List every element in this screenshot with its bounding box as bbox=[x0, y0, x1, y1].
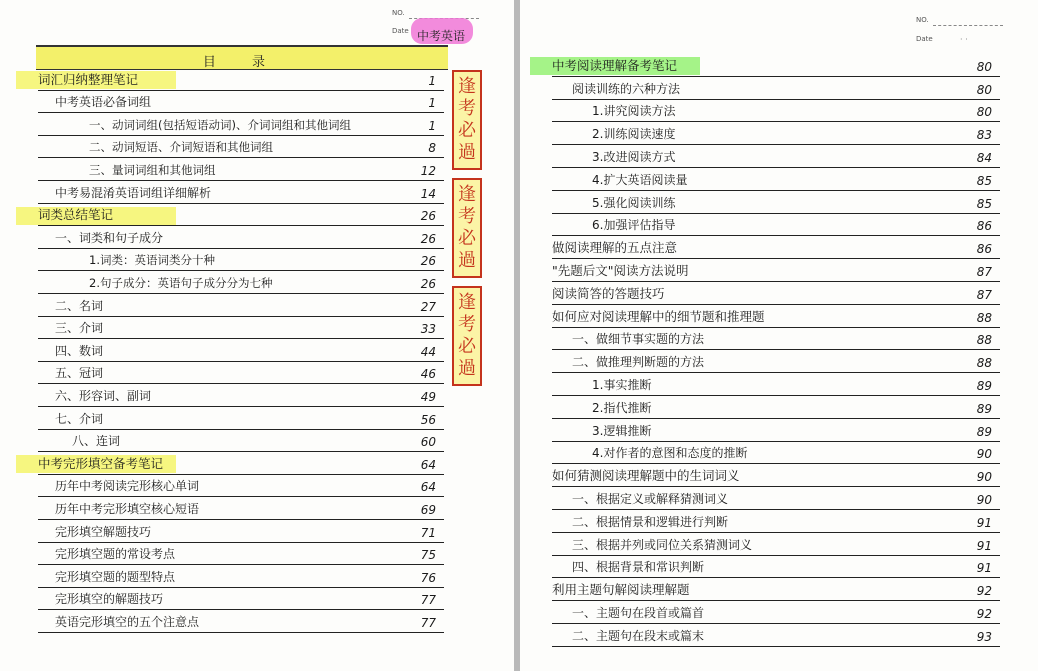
toc-entry bbox=[38, 271, 444, 294]
toc-entry-page: 92 bbox=[976, 606, 992, 621]
toc-entry bbox=[552, 145, 1000, 168]
toc-entry-page: 77 bbox=[420, 593, 436, 608]
toc-entry bbox=[552, 601, 1000, 624]
toc-entry bbox=[552, 214, 1000, 237]
toc-entry-title: 三、量词词组和其他词组 bbox=[89, 162, 216, 177]
toc-entry bbox=[38, 91, 444, 114]
toc-entry bbox=[552, 191, 1000, 214]
toc-entry-page: 64 bbox=[420, 480, 436, 495]
toc-entry bbox=[552, 556, 1000, 579]
toc-entry bbox=[552, 236, 1000, 259]
toc-entry bbox=[552, 533, 1000, 556]
toc-entry-page: 69 bbox=[420, 502, 436, 517]
toc-entry bbox=[38, 113, 444, 136]
toc-entry bbox=[552, 305, 1000, 328]
toc-entry-title: 一、词类和句子成分 bbox=[55, 230, 164, 245]
toc-entry-page: 27 bbox=[420, 299, 436, 314]
toc-entry bbox=[38, 520, 444, 543]
toc-entry-title: 1.事实推断 bbox=[592, 377, 652, 392]
toc-entry-page: 88 bbox=[976, 333, 992, 348]
toc-entry-page: 1 bbox=[428, 118, 436, 133]
toc-entry bbox=[38, 339, 444, 362]
toc-entry-title: 如何猜测阅读理解题中的生词词义 bbox=[552, 468, 740, 484]
toc-entry bbox=[552, 487, 1000, 510]
toc-entry bbox=[552, 442, 1000, 465]
toc-entry-title: 阅读训练的六种方法 bbox=[572, 81, 681, 96]
no-label: NO. bbox=[392, 9, 405, 17]
toc-entry bbox=[552, 419, 1000, 442]
toc-entry-page: 86 bbox=[976, 219, 992, 234]
toc-entry-title: 完形填空解题技巧 bbox=[55, 524, 152, 539]
toc-entry bbox=[552, 100, 1000, 123]
stamp-mark-2: 逢考必過 bbox=[452, 178, 482, 278]
toc-entry bbox=[38, 294, 444, 317]
toc-entry-page: 88 bbox=[976, 310, 992, 325]
toc-entry-title: 七、介词 bbox=[55, 411, 104, 426]
toc-entry bbox=[552, 510, 1000, 533]
toc-entry-page: 87 bbox=[976, 287, 992, 302]
toc-entry-title: 5.强化阅读训练 bbox=[592, 195, 676, 210]
toc-entry-title: 如何应对阅读理解中的细节题和推理题 bbox=[552, 308, 765, 324]
toc-entry-page: 91 bbox=[976, 561, 992, 576]
toc-entry bbox=[552, 464, 1000, 487]
toc-entry-title: 一、主题句在段首或篇首 bbox=[572, 605, 705, 620]
toc-entry bbox=[552, 77, 1000, 100]
toc-entry-title: 二、做推理判断题的方法 bbox=[572, 355, 705, 370]
toc-entry bbox=[552, 259, 1000, 282]
toc-entry-title: 4.对作者的意图和态度的推断 bbox=[592, 446, 748, 461]
toc-entry-title: 一、动词词组(包括短语动词)、介词词组和其他词组 bbox=[89, 117, 351, 132]
toc-entry-title: 历年中考阅读完形核心单词 bbox=[55, 479, 200, 494]
toc-entry-title: 一、根据定义或解释猜测词义 bbox=[572, 491, 729, 506]
toc-entry-title: 阅读简答的答题技巧 bbox=[552, 285, 665, 301]
toc-entry bbox=[38, 136, 444, 159]
toc-entry-title: 2.句子成分：英语句子成分分为七种 bbox=[89, 275, 273, 290]
toc-entry-page: 83 bbox=[976, 128, 992, 143]
toc-entry-title: 三、根据并列或同位关系猜测词义 bbox=[572, 537, 753, 552]
stamp-mark-3: 逢考必過 bbox=[452, 286, 482, 386]
toc-entry bbox=[552, 328, 1000, 351]
toc-entry-page: 89 bbox=[976, 401, 992, 416]
toc-entry bbox=[38, 204, 444, 227]
toc-entry bbox=[38, 497, 444, 520]
toc-entry-title: "先题后文"阅读方法说明 bbox=[552, 262, 689, 278]
toc-entry-page: 84 bbox=[976, 150, 992, 165]
toc-entry-page: 60 bbox=[420, 435, 436, 450]
left-notebook-page bbox=[0, 0, 514, 671]
toc-entry-page: 75 bbox=[420, 548, 436, 563]
toc-entry bbox=[38, 407, 444, 430]
toc-entry-page: 93 bbox=[976, 629, 992, 644]
toc-title-bar bbox=[36, 45, 448, 70]
toc-entry bbox=[38, 384, 444, 407]
date-value: 中考英语 bbox=[417, 29, 466, 43]
toc-entry-page: 80 bbox=[976, 59, 992, 74]
toc-entry-title: 中考阅读理解备考笔记 bbox=[552, 57, 678, 73]
toc-entry-page: 76 bbox=[420, 570, 436, 585]
toc-entry-title: 五、冠词 bbox=[55, 366, 104, 381]
right-notebook-page bbox=[520, 0, 1038, 671]
toc-entry bbox=[38, 226, 444, 249]
toc-entry-title: 利用主题句解阅读理解题 bbox=[552, 582, 690, 598]
toc-entry-title: 2.训练阅读速度 bbox=[592, 127, 676, 142]
toc-entry bbox=[552, 624, 1000, 647]
toc-entry bbox=[552, 578, 1000, 601]
toc-entry-page: 80 bbox=[976, 82, 992, 97]
toc-entry bbox=[38, 565, 444, 588]
date-field-right bbox=[916, 34, 933, 45]
toc-entry-title: 二、根据情景和逻辑进行判断 bbox=[572, 514, 729, 529]
toc-entry bbox=[38, 475, 444, 498]
toc-entry-title: 中考易混淆英语词组详细解析 bbox=[55, 185, 212, 200]
toc-entry-title: 6.加强评估指导 bbox=[592, 218, 676, 233]
toc-entry-page: 85 bbox=[976, 173, 992, 188]
date-label-right: Date bbox=[916, 35, 933, 43]
toc-entry bbox=[38, 430, 444, 453]
toc-entry-page: 86 bbox=[976, 242, 992, 257]
toc-entry-page: 44 bbox=[420, 344, 436, 359]
toc-entry-title: 中考英语必备词组 bbox=[55, 95, 152, 110]
toc-entry-title: 3.逻辑推断 bbox=[592, 423, 652, 438]
toc-entry bbox=[552, 350, 1000, 373]
toc-entry-page: 90 bbox=[976, 492, 992, 507]
toc-entry-page: 71 bbox=[420, 525, 436, 540]
toc-entry-page: 33 bbox=[420, 322, 436, 337]
toc-entry-page: 26 bbox=[420, 276, 436, 291]
toc-entry-title: 八、连词 bbox=[72, 434, 121, 449]
toc-entry-page: 92 bbox=[976, 584, 992, 599]
toc-entry-page: 12 bbox=[420, 163, 436, 178]
toc-entry bbox=[552, 168, 1000, 191]
toc-entry-title: 完形填空题的常设考点 bbox=[55, 547, 176, 562]
toc-entry-title: 完形填空的解题技巧 bbox=[55, 592, 164, 607]
toc-entry bbox=[38, 452, 444, 475]
toc-entry bbox=[38, 588, 444, 611]
date-field bbox=[392, 26, 409, 37]
toc-entry-page: 56 bbox=[420, 412, 436, 427]
toc-entry bbox=[552, 396, 1000, 419]
stamp-mark-1: 逢考必過 bbox=[452, 70, 482, 170]
toc-entry bbox=[38, 249, 444, 272]
toc-entry-title: 1.讲究阅读方法 bbox=[592, 104, 676, 119]
toc-entry-page: 8 bbox=[428, 141, 436, 156]
toc-entry-page: 91 bbox=[976, 538, 992, 553]
toc-entry-page: 89 bbox=[976, 378, 992, 393]
date-label: Date bbox=[392, 27, 409, 35]
toc-entry-title: 3.改进阅读方式 bbox=[592, 149, 676, 164]
toc-entry-title: 完形填空题的题型特点 bbox=[55, 569, 176, 584]
toc-entry bbox=[552, 54, 1000, 77]
toc-entry-page: 87 bbox=[976, 264, 992, 279]
toc-entry-page: 88 bbox=[976, 356, 992, 371]
toc-entry-page: 90 bbox=[976, 470, 992, 485]
toc-entry-title: 六、形容词、副词 bbox=[55, 388, 152, 403]
toc-entry-title: 4.扩大英语阅读量 bbox=[592, 172, 688, 187]
toc-entry-title: 二、动词短语、介词短语和其他词组 bbox=[89, 140, 273, 155]
toc-entry-page: 77 bbox=[420, 615, 436, 630]
toc-entry bbox=[38, 317, 444, 340]
toc-entry-title: 三、介词 bbox=[55, 321, 104, 336]
toc-entry-title: 四、数词 bbox=[55, 343, 104, 358]
toc-entry-title: 词类总结笔记 bbox=[38, 207, 114, 223]
toc-entry-title: 历年中考完形填空核心短语 bbox=[55, 501, 200, 516]
no-label-right: NO. bbox=[916, 16, 929, 24]
toc-entry-page: 46 bbox=[420, 367, 436, 382]
toc-entry-page: 80 bbox=[976, 105, 992, 120]
toc-entry-page: 1 bbox=[428, 96, 436, 111]
toc-entry-page: 89 bbox=[976, 424, 992, 439]
toc-entry bbox=[552, 373, 1000, 396]
toc-entry bbox=[552, 122, 1000, 145]
toc-entry-page: 26 bbox=[420, 231, 436, 246]
toc-title: 目 录 bbox=[202, 55, 282, 70]
toc-entry-page: 85 bbox=[976, 196, 992, 211]
toc-entry bbox=[38, 610, 444, 633]
toc-entry-title: 1.词类：英语词类分十种 bbox=[89, 253, 215, 268]
toc-entry bbox=[38, 543, 444, 566]
toc-entry-page: 26 bbox=[420, 209, 436, 224]
toc-entry-title: 二、名词 bbox=[55, 298, 104, 313]
toc-entry-title: 中考完形填空备考笔记 bbox=[38, 455, 164, 471]
toc-entry bbox=[38, 68, 444, 91]
toc-entry bbox=[38, 158, 444, 181]
toc-entry-title: 做阅读理解的五点注意 bbox=[552, 240, 678, 256]
toc-entry bbox=[38, 181, 444, 204]
toc-entry-page: 91 bbox=[976, 515, 992, 530]
toc-entry-page: 64 bbox=[420, 457, 436, 472]
toc-entry-title: 四、根据背景和常识判断 bbox=[572, 560, 705, 575]
toc-entry bbox=[552, 282, 1000, 305]
toc-entry bbox=[38, 362, 444, 385]
toc-entry-page: 14 bbox=[420, 186, 436, 201]
toc-entry-page: 26 bbox=[420, 254, 436, 269]
toc-entry-title: 一、做细节事实题的方法 bbox=[572, 332, 705, 347]
date-value-right: · · bbox=[960, 35, 968, 44]
toc-entry-title: 2.指代推断 bbox=[592, 400, 652, 415]
toc-entry-page: 90 bbox=[976, 447, 992, 462]
toc-entry-title: 二、主题句在段末或篇末 bbox=[572, 628, 705, 643]
toc-entry-page: 1 bbox=[428, 73, 436, 88]
toc-entry-title: 英语完形填空的五个注意点 bbox=[55, 614, 200, 629]
toc-entry-page: 49 bbox=[420, 389, 436, 404]
no-field-right bbox=[916, 15, 1003, 26]
toc-entry-title: 词汇归纳整理笔记 bbox=[38, 71, 139, 87]
